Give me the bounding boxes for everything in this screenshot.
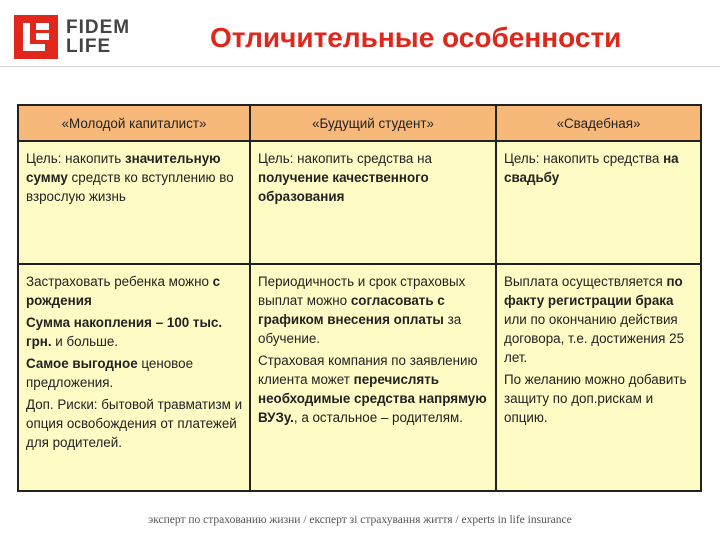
detail-paragraph: По желанию можно добавить защиту по доп.рискам и опцию. [504,372,687,425]
goal-label: Цель: [258,151,294,166]
detail-paragraph [504,272,694,367]
detail-paragraph [26,272,243,310]
column-header-future-student: «Будущий студент» [250,105,496,141]
fidem-life-logo [14,14,130,60]
cell-details-wedding [496,264,701,491]
cell-details-future-student [250,264,496,491]
goal-text-bold: значительную сумму [26,151,221,185]
detail-text-bold: с рождения [26,274,221,308]
detail-paragraph [258,272,489,348]
goal-label: Цель: [504,151,540,166]
goal-text: накопить средства [539,151,660,166]
detail-text-bold: по факту регистрации брака [504,274,683,308]
detail-text: или по окончанию действия договора, т.е. достижения 25 лет. [504,312,685,365]
detail-paragraph: Доп. Риски: бытовой травматизм и опция освобождения от платежей для родителей. [26,397,243,450]
features-table-container [17,104,700,492]
goal-text: накопить средства на [293,151,432,166]
goal-text-bold: на свадьбу [504,151,679,185]
cell-goal-young-capitalist [18,141,250,264]
goal-text: накопить [61,151,122,166]
goal-text-rest: средств ко вступлению во взрослую жизнь [26,170,234,204]
detail-text-bold: Самое выгодное [26,356,138,371]
logo-line-1: FIDEM [66,17,131,38]
table-row-details [18,264,701,491]
logo-line-2: LIFE [66,36,112,57]
detail-text: Страховая компания по заявлению клиента может [258,353,478,387]
detail-paragraph [26,354,243,392]
table-row-goals [18,141,701,264]
detail-text: за обучение. [258,312,462,346]
fidem-logo-mark-icon [14,15,58,59]
detail-text-bold: согласовать с графиком внесения оплаты [258,293,445,327]
detail-text: Периодичность и срок страховых выплат можно [258,274,466,308]
detail-paragraph [26,313,243,351]
column-header-young-capitalist: «Молодой капиталист» [18,105,250,141]
detail-text: , а остальное – родителям. [293,410,463,425]
detail-text: Застраховать ребенка можно [26,274,213,289]
logo-wordmark [66,18,130,56]
table-header-row [18,105,701,141]
features-table [17,104,702,492]
goal-label: Цель: [26,151,62,166]
page-title: Отличительные особенности [210,22,622,53]
column-header-wedding: «Свадебная» [496,105,701,141]
cell-details-young-capitalist [18,264,250,491]
detail-text: ценовое предложения. [26,356,194,390]
detail-text-bold: Сумма накопления – 100 тыс. грн. [26,315,223,349]
detail-paragraph [258,351,489,427]
header-divider [0,66,720,67]
detail-text-bold: перечислять необходимые средства напрямую ВУЗу. [258,372,487,425]
cell-goal-wedding [496,141,701,264]
goal-text-bold: получение качественного образования [258,170,429,204]
cell-goal-future-student [250,141,496,264]
detail-text: и больше. [51,334,119,349]
detail-text: Выплата осуществляется [504,274,667,289]
footer-tagline: эксперт по страхованию жизни / експерт зі страхування життя / experts in life insurance [148,514,572,526]
